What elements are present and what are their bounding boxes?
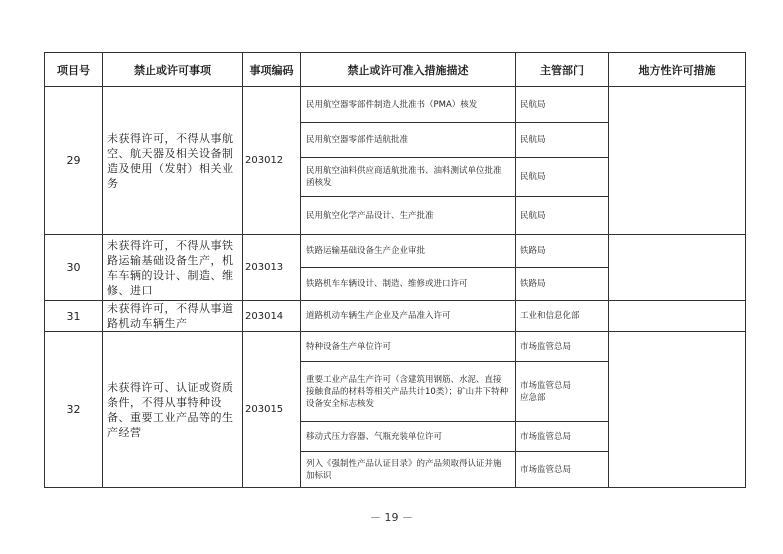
measure-description: 民用航空化学产品设计、生产批准 <box>301 197 516 235</box>
matter-code: 203014 <box>243 301 301 332</box>
permit-table <box>44 52 746 488</box>
local-measures-cell <box>609 332 746 488</box>
department: 工业和信息化部 <box>516 301 609 332</box>
header-code: 事项编码 <box>243 53 301 87</box>
table-row <box>45 87 746 123</box>
measure-description: 铁路运输基础设备生产企业审批 <box>301 235 516 268</box>
department: 民航局 <box>516 123 609 158</box>
department: 民航局 <box>516 158 609 197</box>
table-row <box>45 235 746 268</box>
department: 铁路局 <box>516 235 609 268</box>
matter-text: 未获得许可，不得从事铁路运输基础设备生产，机车车辆的设计、制造、维修、进口 <box>103 235 243 301</box>
item-number: 29 <box>45 87 103 235</box>
matter-text: 未获得许可，不得从事航空、航天器及相关设备制造及使用（发射）相关业务 <box>103 87 243 235</box>
table-row <box>45 301 746 332</box>
measure-description: 民用航空器零部件制造人批准书（PMA）核发 <box>301 87 516 123</box>
department: 铁路局 <box>516 268 609 301</box>
measure-description: 列入《强制性产品认证目录》的产品须取得认证并施加标识 <box>301 452 516 488</box>
measure-description: 民用航空器零部件适航批准 <box>301 123 516 158</box>
measure-description: 特种设备生产单位许可 <box>301 332 516 362</box>
item-number: 32 <box>45 332 103 488</box>
item-number: 31 <box>45 301 103 332</box>
matter-code: 203012 <box>243 87 301 235</box>
department: 市场监管总局 应急部 <box>516 362 609 422</box>
matter-text: 未获得许可、认证或资质条件，不得从事特种设备、重要工业产品等的生产经营 <box>103 332 243 488</box>
department: 市场监管总局 <box>516 422 609 452</box>
header-row <box>45 53 746 87</box>
page-number: － 19 － <box>370 511 413 524</box>
department: 市场监管总局 <box>516 452 609 488</box>
matter-text: 未获得许可，不得从事道路机动车辆生产 <box>103 301 243 332</box>
local-measures-cell <box>609 301 746 332</box>
header-matter: 禁止或许可事项 <box>103 53 243 87</box>
measure-description: 民用航空油料供应商适航批准书、油料测试单位批准函核发 <box>301 158 516 197</box>
department: 市场监管总局 <box>516 332 609 362</box>
measure-description: 铁路机车车辆设计、制造、维修或进口许可 <box>301 268 516 301</box>
table-row <box>45 332 746 362</box>
header-measure-description: 禁止或许可准入措施描述 <box>301 53 516 87</box>
department: 民航局 <box>516 87 609 123</box>
measure-description: 移动式压力容器、气瓶充装单位许可 <box>301 422 516 452</box>
header-department: 主管部门 <box>516 53 609 87</box>
header-item-number: 项目号 <box>45 53 103 87</box>
header-local-measures: 地方性许可措施 <box>609 53 746 87</box>
item-number: 30 <box>45 235 103 301</box>
measure-description: 重要工业产品生产许可（含建筑用钢筋、水泥、直接接触食品的材料等相关产品共计10类）；矿山井下特种设备安全标志核发 <box>301 362 516 422</box>
local-measures-cell <box>609 235 746 301</box>
matter-code: 203013 <box>243 235 301 301</box>
department: 民航局 <box>516 197 609 235</box>
matter-code: 203015 <box>243 332 301 488</box>
local-measures-cell <box>609 87 746 235</box>
measure-description: 道路机动车辆生产企业及产品准入许可 <box>301 301 516 332</box>
